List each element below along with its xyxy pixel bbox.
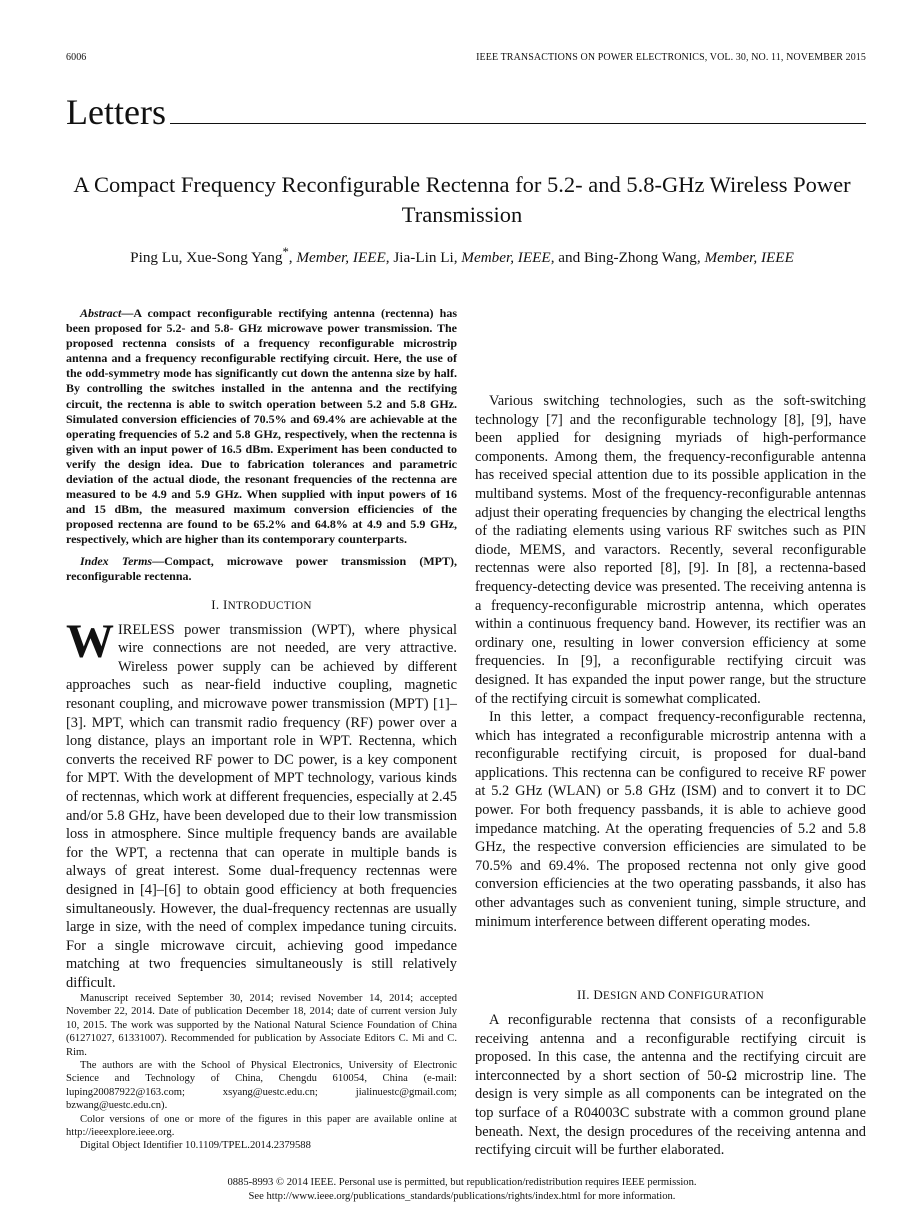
design-paragraph-1: A reconfigurable rectenna that consists of a reconfigurable receiving antenna and a reconfigurable rectifying circuit is proposed. In this case, the antenna and the rectifying circuit are interconnected by a short section of 50-Ω microstrip line. The design is very simple as all components can be integrated on the top surface of a R04003C substrate with a common ground plane beneath. Next, the design procedures of the receiving antenna and rectifying circuit will be further elaborated.	[475, 1012, 866, 1159]
running-header	[66, 52, 866, 66]
intro-paragraph-1-text: IRELESS power transmission (WPT), where physical wire connections are not needed, are very attractive. Wireless power supply can be achieved by different approaches such as near-field inductive coupling, magnetic resonant coupling, and microwave power transmission (MPT) [1]–[3]. MPT, which can transmit radio frequency (RF) power over a long distance, plays an important role in WPT. Rectenna, which converts the received RF power to DC power, is a key component for MPT. With the development of MPT technology, various kinds of rectennas, which work at different frequencies, especially at 2.45 and/or 5.8 GHz, have been developed due to their low transmission loss in atmosphere. Since multiple frequency bands are available for the WPT, a rectenna that can operate in multiple bands is always of great interest. Some dual-frequency rectennas were designed in [4]–[6] to obtain good efficiency at both frequencies simultaneously. However, the dual-frequency rectennas are usually large in size, with the need of complex impedance tuning circuits. For a single microwave circuit, achieving good impedance matching at two frequencies simultaneously is still relatively difficult.	[66, 621, 457, 991]
copyright-line-1: 0885-8993 © 2014 IEEE. Personal use is permitted, but republication/redistribution requires IEEE permission.	[227, 1177, 697, 1188]
author-2-membership: Member, IEEE	[461, 249, 551, 267]
journal-info: IEEE TRANSACTIONS ON POWER ELECTRONICS, VOL. 30, NO. 11, NOVEMBER 2015	[476, 52, 866, 63]
intro-paragraph-3: In this letter, a compact frequency-reconfigurable rectenna, which has integrated a reconfigurable microstrip antenna with a reconfigurable rectifying circuit, is proposed for dual-band applications. This rectenna can be configured to receive RF power at 5.2 GHz (WLAN) or 5.8 GHz (ISM) and to convert it to DC power. For both frequency passbands, it is able to achieve good impedance matching. At the operating frequencies of 5.2 and 5.8 GHz, the respective conversion efficiencies are simulated to be 70.5% and 69.4%. The proposed rectenna not only give good conversion efficiencies at the two operating passbands, it also has other advantages such as convenient tuning, simple structure, and minimum interference between different operating modes.	[475, 709, 866, 930]
section-banner-label: Letters	[66, 92, 170, 132]
section-2	[475, 986, 866, 1160]
author-2: Jia-Lin Li,	[393, 249, 458, 267]
left-column	[66, 306, 457, 993]
author-1-membership: Member, IEEE	[296, 249, 386, 267]
banner-rule	[66, 123, 866, 124]
copyright-line-2: See http://www.ieee.org/publications_standards/publications/rights/index.html for more information.	[248, 1191, 676, 1202]
footnote-affiliation: The authors are with the School of Physical Electronics, University of Electronic Science and Technology of China, Chengdu 610054, China (e-mail: luping20087922@163.com; xsyang@uestc.edu.cn; jialinuestc@gmail.com; bzwang@uestc.edu.cn).	[66, 1060, 457, 1112]
footnote-block	[66, 992, 457, 1153]
index-terms-label: Index Terms	[80, 553, 153, 568]
abstract-label: Abstract	[80, 306, 122, 320]
drop-cap: W	[66, 614, 114, 668]
footnote-doi: Digital Object Identifier 10.1109/TPEL.2014.2379588	[80, 1140, 311, 1152]
copyright-notice	[40, 1176, 884, 1204]
author-list: Ping Lu, Xue-Song Yang*, Member, IEEE, Jia-Lin Li, Member, IEEE, and Bing-Zhong Wang, Member, IEEE	[130, 245, 794, 267]
right-column-body	[475, 392, 866, 931]
author-1: Ping Lu, Xue-Song Yang	[130, 249, 283, 267]
index-terms-text: —Compact, microwave power transmission (MPT), reconfigurable rectenna.	[66, 553, 458, 583]
index-terms	[66, 554, 457, 584]
footnote-color: Color versions of one or more of the figures in this paper are available online at http://ieeexplore.ieee.org.	[66, 1113, 457, 1139]
paper-title: A Compact Frequency Reconfigurable Rectenna for 5.2- and 5.8-GHz Wireless Power Transmission	[73, 172, 851, 227]
author-3: and Bing-Zhong Wang,	[558, 249, 701, 267]
page-number: 6006	[66, 52, 87, 63]
corresponding-mark: *	[282, 245, 289, 259]
intro-paragraph-2: Various switching technologies, such as the soft-switching technology [7] and the reconfigurable technology [8], [9], have been applied for designing myriads of high-performance components. Among them, the frequency-reconfigurable antenna has received special attention due to its possible application in the multiband systems. Most of the frequency-reconfigurable antennas adjust their operating frequencies by changing the electrical lengths of the radiating elements using various RF switches such as PIN diode, MEMS, and varactors. Recently, several reconfigurable rectennas were also reported [8], [9]. In [8], a rectenna-based frequency-detecting device was presented. The receiving antenna is a frequency-reconfigurable microstrip antenna, which operates within a continuous frequency band. However, its rectifier was an ordinary one, resulting in lower conversion efficiency at some frequencies. In [9], a reconfigurable rectifying circuit was designed. It has expanded the input power range, but the structure of the rectifying circuit is somewhat complicated.	[475, 393, 866, 707]
footnote-manuscript: Manuscript received September 30, 2014; revised November 14, 2014; accepted November 22, 2014. Date of publication December 18, 2014; date of current version July 10, 2015. The work was supported by the National Natural Science Foundation of China (61271027, 61331007). Recommended for publication by Associate Editors C. Mi and C. Rim.	[66, 993, 457, 1058]
abstract	[66, 306, 457, 548]
section-banner	[66, 92, 866, 132]
abstract-text: —A compact reconfigurable rectifying antenna (rectenna) has been proposed for 5.2- and 5.8- GHz microwave power transmission. The proposed rectenna consists of a frequency reconfigurable microstrip antenna and a frequency reconfigurable rectifying circuit. Here, the use of the odd-symmetry mode has significantly cut down the antenna size by half. By controlling the switches installed in the antenna and the rectifying circuit, the rectenna is able to switch operation between 5.2 and 5.8 GHz. Simulated conversion efficiencies of 70.5% and 69.4% are achievable at the operating frequencies of 5.2 and 5.8 GHz, respectively, when the rectenna is given with an input power of 16.5 dBm. Experiment has been conducted to verify the design idea. Due to fabrication tolerances and parametric deviation of the actual diode, the resonant frequencies of the rectenna are measured to be 4.9 and 5.9 GHz. When supplied with input powers of 16 and 15 dBm, the measured maximum conversion efficiencies of the proposed rectenna are found to be 65.2% and 64.8% at 4.9 and 5.9 GHz, respectively, which are higher than its contemporary counterparts.	[66, 306, 457, 547]
section-heading-design: II. DESIGN AND CONFIGURATION	[576, 987, 765, 1002]
section-heading-introduction: I. INTRODUCTION	[211, 596, 312, 612]
author-3-membership: Member, IEEE	[704, 249, 794, 267]
intro-paragraph-1	[66, 614, 457, 993]
